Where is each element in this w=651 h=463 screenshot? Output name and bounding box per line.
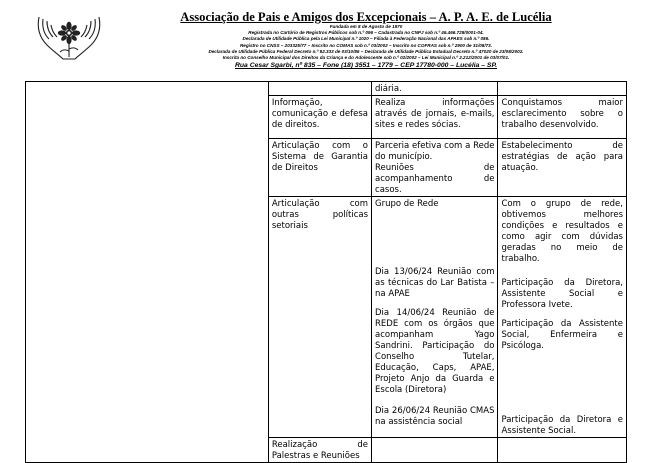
result-cell [498,438,627,463]
axis-cell: Articulação com outras políticas setoriais [268,197,371,438]
header-line-federal: Declarada de Utilidade Pública Federal Decreto n.º 92.333 de 03/10/86 – Declarada de Utilidade Pública Estadual Decreto n.º 47020 de 23/08/2002. [208,48,524,54]
action-text: Reuniões de acompanhamento de casos. [375,163,495,195]
action-text: Dia 26/06/24 Reunião CMAS na assistência social [375,406,495,427]
result-text: Participação da Diretora, Assistente Social e Professora Ivete. [501,278,623,310]
table-row [26,82,627,96]
letterhead [108,10,624,70]
header-address: Rua Cesar Sgarbi, nº 835 – Fone (18) 3551 – 1779 – CEP 17780-000 – Lucélia – SP. [234,62,498,70]
action-cell: diária. [372,82,498,96]
action-cell [372,438,498,463]
result-text: Com o grupo de rede, obtivemos melhores condições e resultados e como agir com dúvidas geradas no meio de trabalho. [501,199,623,264]
action-cell: Realiza informações através de jornais, e-mails, sites e redes sócias. [372,96,498,139]
result-cell [498,197,627,438]
action-text: Parceria efetiva com a Rede do município. [375,141,495,162]
action-text: Dia 14/06/24 Reunião de REDE com os órgãos que acompanham Yago Sandrini. Participação do Conselho Tutelar, Educação, Caps, APAE, Projeto Anjo da Guarda e Escola (Diretora) [375,308,495,395]
organization-title: Associação de Pais e Amigos dos Excepcionais – A. P. A. E. de Lucélia [180,10,552,24]
header-line-council: Inscrita no Conselho Municipal dos Direitos da Criança e do Adolescente sob n.º 02/2002 – Lei Municipal n.º 2.212/2001 de 03/07/01. [222,55,510,61]
blank-first-column-cell [26,82,269,463]
header-line-cnss: Registro no CNSS – 203325/77 – Inscrito no COMAS sob n.º 03/2002 – Inscrito no COFRAS sob n.º 2900 de 31/08/73. [239,42,492,48]
action-text: Dia 13/06/24 Reunião com as técnicas do Lar Batista – na APAE [375,267,495,299]
result-text: Participação da Diretora e Assistente Social. [501,415,623,436]
header-line-registry: Registrada no Cartório de Registros Públicos sob n.º 096 – Cadastrada no CNPJ sob n.º 46.466.728/0001-04. [248,30,484,36]
header-line-municipal: Declarada de Utilidade Pública pela Lei Municipal n.º 1020 – Filiada à Federação Nacional das APAES sob n.º 086. [242,36,490,42]
apae-logo [33,9,105,64]
activities-table [25,81,627,463]
axis-cell [268,82,371,96]
axis-cell: Articulação com o Sistema de Garantia de Direitos [268,139,371,197]
axis-cell: Informação, comunicação e defesa de direitos. [268,96,371,139]
result-text: Participação da Assistente Social, Enfermeira e Psicóloga. [501,319,623,351]
action-text: Grupo de Rede [375,199,439,209]
header-line-founded: Fundada em 8 de Agosto de 1970 [329,24,403,29]
result-cell: Estabelecimento de estratégias de ação para atuação. [498,139,627,197]
axis-cell: Realização de Palestras e Reuniões [268,438,371,463]
action-cell [372,197,498,438]
action-cell [372,139,498,197]
result-cell [498,82,627,96]
result-cell: Conquistamos maior esclarecimento sobre o trabalho desenvolvido. [498,96,627,139]
